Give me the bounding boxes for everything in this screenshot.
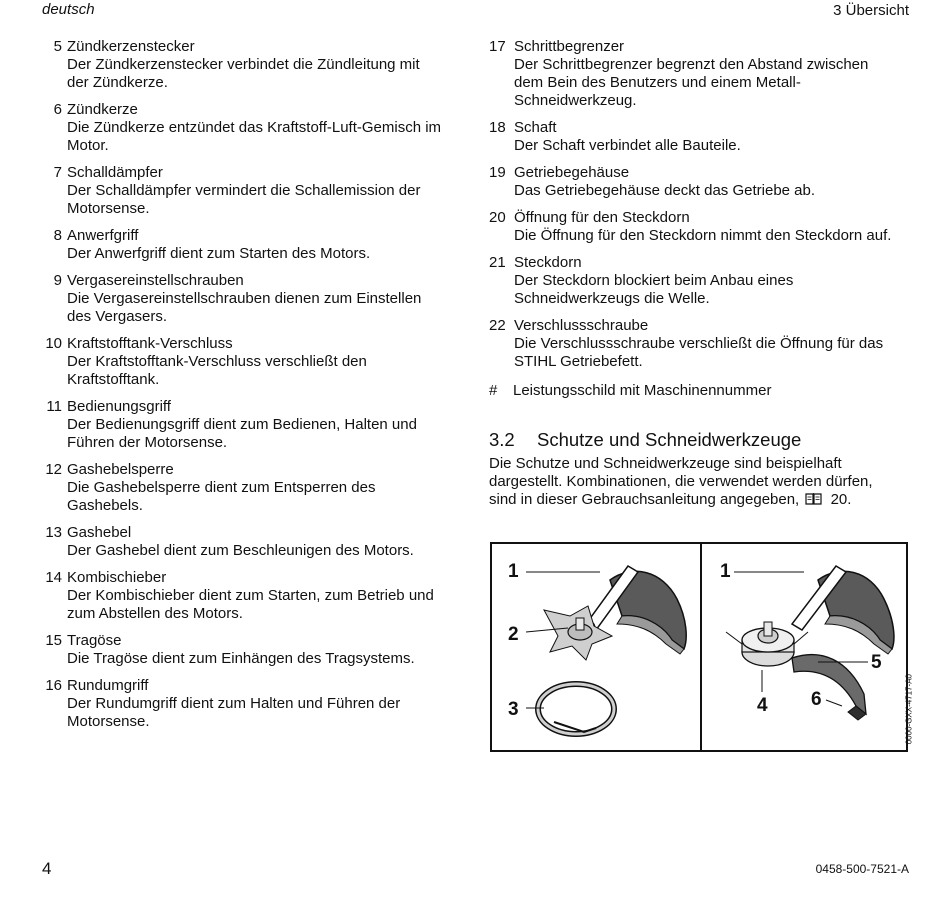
legend-item — [42, 398, 462, 452]
legend-item-number: 14 — [45, 569, 62, 586]
legend-item-description: Der Gashebel dient zum Beschleunigen des Motors. — [67, 542, 414, 559]
legend-item-description: Motorsense. — [67, 200, 150, 217]
legend-item-description: Die Zündkerze entzündet das Kraftstoff-Luft-Gemisch im — [67, 119, 442, 136]
legend-item-heading — [489, 254, 914, 272]
header-section: 3 Übersicht — [833, 2, 909, 19]
callout-4: 4 — [757, 695, 768, 716]
legend-item-heading — [42, 38, 462, 56]
section-line-prefix: sind in dieser Gebrauchsanleitung angegeben, — [489, 491, 800, 508]
legend-item-heading — [42, 164, 462, 182]
figure-illustration — [492, 544, 906, 750]
legend-item-number: 18 — [489, 119, 506, 136]
legend-item — [489, 254, 914, 308]
legend-item-description: Der Schalldämpfer vermindert die Schallemission der — [67, 182, 421, 199]
legend-item-title: Zündkerzenstecker — [67, 38, 195, 55]
legend-item-heading — [42, 461, 462, 479]
hash-text: Leistungsschild mit Maschinennummer — [513, 382, 772, 399]
figure-code: 0000-GXX-4717-A0 — [904, 674, 913, 745]
hash-symbol: # — [489, 382, 498, 399]
legend-item-description: zum Abstellen des Motors. — [67, 605, 243, 622]
legend-item-description: Motorsense. — [67, 713, 150, 730]
legend-item — [42, 461, 462, 515]
section-number: 3.2 — [489, 429, 515, 450]
legend-item — [42, 524, 462, 560]
legend-item — [42, 227, 462, 263]
legend-item-title: Öffnung für den Steckdorn — [514, 209, 690, 226]
header-language: deutsch — [42, 1, 95, 18]
legend-item-number: 22 — [489, 317, 506, 334]
legend-item-description: Das Getriebegehäuse deckt das Getriebe ab. — [514, 182, 816, 199]
legend-item-heading — [489, 164, 914, 182]
legend-item-description: des Vergasers. — [67, 308, 168, 325]
legend-item — [42, 272, 462, 326]
legend-item-number: 9 — [53, 272, 62, 289]
left-column — [42, 38, 462, 740]
legend-item — [42, 569, 462, 623]
legend-item-heading — [489, 38, 914, 56]
legend-item-heading — [42, 524, 462, 542]
legend-item-description: Motor. — [67, 137, 109, 154]
legend-item-title: Zündkerze — [67, 101, 138, 118]
callout-2: 2 — [508, 624, 519, 645]
right-item-list — [489, 38, 914, 371]
callout-6: 6 — [811, 689, 822, 710]
legend-item-title: Steckdorn — [514, 254, 582, 271]
legend-item-description: Die Gashebelsperre dient zum Entsperren des — [67, 479, 376, 496]
legend-item-title: Anwerfgriff — [67, 227, 139, 244]
legend-item-number: 8 — [53, 227, 62, 244]
legend-item-description: Schneidwerkzeug. — [514, 92, 637, 109]
legend-item-description: STIHL Getriebefett. — [514, 353, 643, 370]
legend-item — [489, 209, 914, 245]
callout-1-left: 1 — [508, 561, 519, 582]
legend-item-number: 19 — [489, 164, 506, 181]
legend-item-title: Tragöse — [67, 632, 122, 649]
document-number: 0458-500-7521-A — [815, 862, 909, 876]
legend-item-number: 21 — [489, 254, 506, 271]
legend-item-description: Schneidwerkzeugs die Welle. — [514, 290, 710, 307]
legend-item-description: Führen der Motorsense. — [67, 434, 228, 451]
legend-item-heading — [489, 209, 914, 227]
legend-item-number: 11 — [46, 398, 62, 415]
legend-item-description: Der Steckdorn blockiert beim Anbau eines — [514, 272, 794, 289]
legend-item-description: Die Vergasereinstellschrauben dienen zum Einstellen — [67, 290, 422, 307]
legend-item-description: Der Zündkerzenstecker verbindet die Zündleitung mit — [67, 56, 420, 73]
legend-item — [489, 317, 914, 371]
callout-1-right: 1 — [720, 561, 731, 582]
legend-item-title: Gashebel — [67, 524, 132, 541]
legend-item-heading — [42, 632, 462, 650]
section-heading — [489, 429, 914, 451]
legend-item-heading — [42, 569, 462, 587]
page-number: 4 — [42, 859, 52, 878]
legend-item-number: 12 — [45, 461, 62, 478]
legend-item-description: Kraftstofftank. — [67, 371, 160, 388]
legend-item-heading — [489, 119, 914, 137]
legend-item-description: Der Rundumgriff dient zum Halten und Führen der — [67, 695, 401, 712]
legend-item-description: Der Anwerfgriff dient zum Starten des Motors. — [67, 245, 371, 262]
section-text — [489, 455, 914, 511]
legend-item-title: Verschlussschraube — [514, 317, 649, 334]
book-icon — [805, 492, 822, 511]
legend-item-description: Die Öffnung für den Steckdorn nimmt den Steckdorn auf. — [514, 227, 892, 244]
legend-item-description: der Zündkerze. — [67, 74, 168, 91]
legend-item-heading — [42, 335, 462, 353]
legend-item-heading — [42, 272, 462, 290]
legend-item-number: 17 — [489, 38, 506, 55]
legend-item-title: Kraftstofftank-Verschluss — [67, 335, 233, 352]
legend-item-heading — [42, 101, 462, 119]
section-title: Schutze und Schneidwerkzeuge — [537, 429, 802, 450]
section-line: dargestellt. Kombinationen, die verwendet werden dürfen, — [489, 473, 873, 490]
legend-item-title: Schaft — [514, 119, 557, 136]
callout-3: 3 — [508, 699, 519, 720]
legend-item-heading — [42, 227, 462, 245]
legend-item-title: Bedienungsgriff — [67, 398, 171, 415]
legend-item-description: Der Kombischieber dient zum Starten, zum Betrieb und — [67, 587, 434, 604]
legend-item-number: 6 — [53, 101, 62, 118]
legend-item — [42, 335, 462, 389]
legend-item-heading — [42, 398, 462, 416]
cutting-tools-figure — [490, 542, 913, 752]
legend-item-description: dem Bein des Benutzers und einem Metall- — [514, 74, 801, 91]
legend-item — [42, 632, 462, 668]
legend-item-title: Getriebegehäuse — [514, 164, 630, 181]
legend-item-description: Der Schaft verbindet alle Bauteile. — [514, 137, 741, 154]
callout-5: 5 — [871, 652, 882, 673]
legend-item — [42, 677, 462, 731]
hash-item — [489, 382, 914, 399]
legend-item-description: Der Bedienungsgriff dient zum Bedienen, Halten und — [67, 416, 417, 433]
legend-item-number: 20 — [489, 209, 506, 226]
legend-item-description: Der Kraftstofftank-Verschluss verschließt den — [67, 353, 367, 370]
section-line — [489, 491, 914, 511]
legend-item-number: 10 — [45, 335, 62, 352]
legend-item-number: 13 — [45, 524, 62, 541]
legend-item-number: 5 — [53, 38, 62, 55]
legend-item-description: Gashebels. — [67, 497, 143, 514]
legend-item-number: 7 — [53, 164, 62, 181]
page-reference: 20. — [830, 491, 852, 508]
section-line: Die Schutze und Schneidwerkzeuge sind beispielhaft — [489, 455, 842, 472]
legend-item-description: Der Schrittbegrenzer begrenzt den Abstand zwischen — [514, 56, 869, 73]
legend-item-title: Schrittbegrenzer — [514, 38, 625, 55]
legend-item-number: 16 — [45, 677, 62, 694]
legend-item-number: 15 — [45, 632, 62, 649]
legend-item — [42, 101, 462, 155]
legend-item-title: Rundumgriff — [67, 677, 149, 694]
legend-item-title: Kombischieber — [67, 569, 167, 586]
legend-item-heading — [489, 317, 914, 335]
legend-item — [489, 164, 914, 200]
legend-item-title: Schalldämpfer — [67, 164, 163, 181]
legend-item — [42, 38, 462, 92]
legend-item — [489, 119, 914, 155]
legend-item-title: Vergasereinstellschrauben — [67, 272, 244, 289]
right-column — [489, 38, 914, 511]
legend-item-description: Die Verschlussschraube verschließt die Öffnung für das — [514, 335, 884, 352]
legend-item — [489, 38, 914, 110]
legend-item-description: Die Tragöse dient zum Einhängen des Tragsystems. — [67, 650, 415, 667]
legend-item-title: Gashebelsperre — [67, 461, 174, 478]
legend-item — [42, 164, 462, 218]
legend-item-heading — [42, 677, 462, 695]
